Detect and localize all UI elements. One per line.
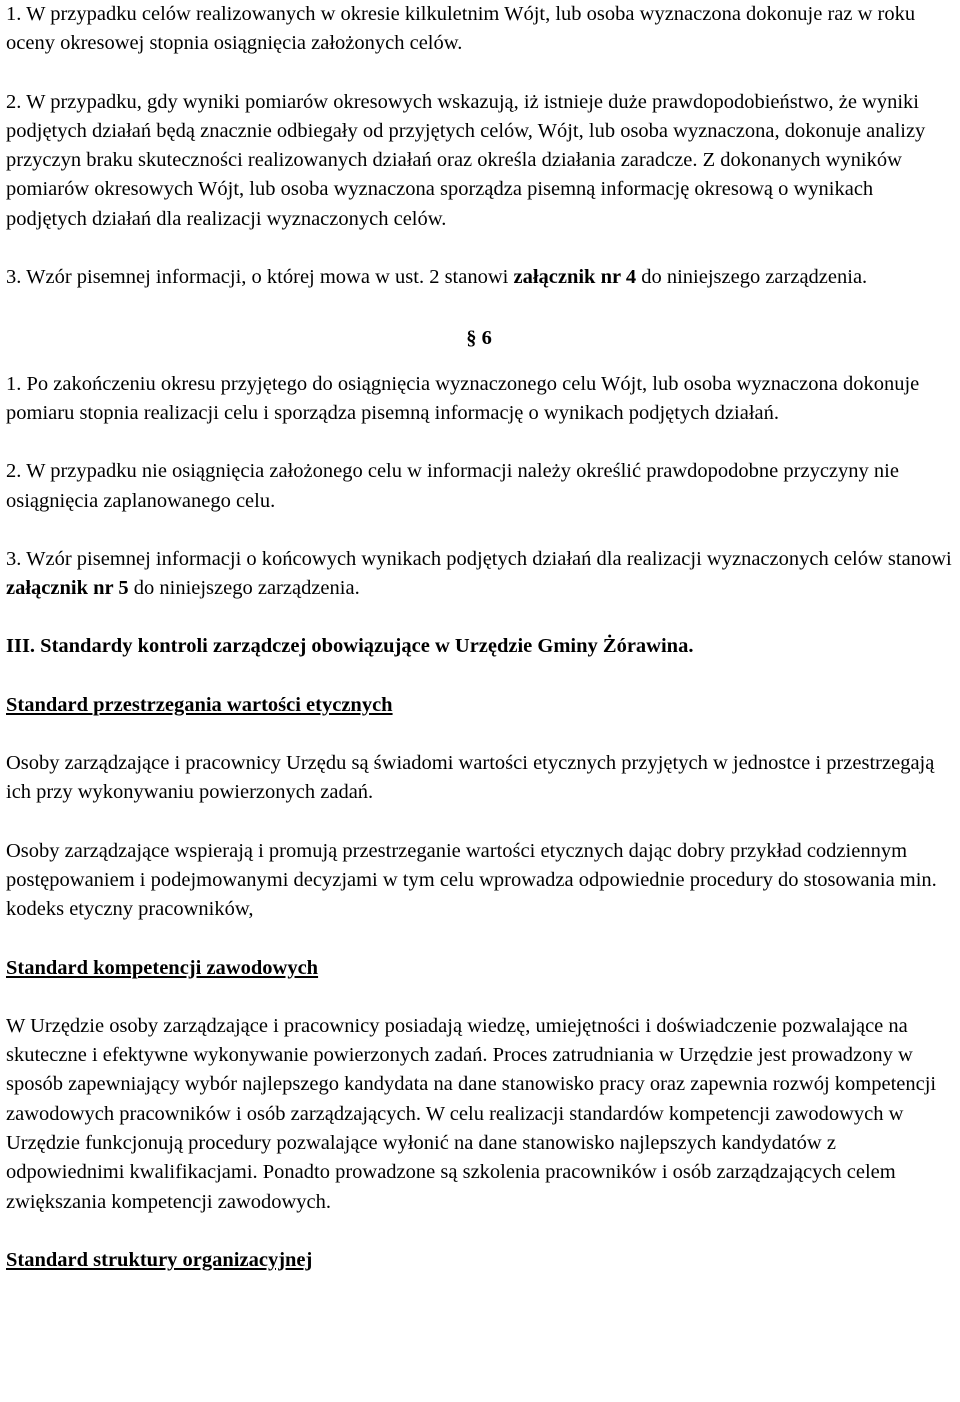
s5-paragraph-2: 2. W przypadku, gdy wyniki pomiarów okresowych wskazują, iż istnieje duże prawdopodobieństwo, że wyniki podjętych działań będą znacznie odbiegały od przyjętych celów, Wójt, lub osoba wyznaczona, dokonuje analizy przyczyn braku skuteczności realizowanych działań oraz określa działania zaradcze. Z dokonanych wyników pomiarów okresowych Wójt, lub osoba wyznaczona sporządza pisemną informację okresową o wynikach podjętych działań dla realizacji wyznaczonych celów. [6, 90, 926, 230]
competence-paragraph-1: W Urzędzie osoby zarządzające i pracownicy posiadają wiedzę, umiejętności i doświadczenie pozwalające na skuteczne i efektywne wykonywanie powierzonych zadań. Proces zatrudniania w Urzędzie jest prowadzony w sposób zapewniający wybór najlepszego kandydata na dane stanowisko pracy oraz zapewnia rozwój kompetencji zawodowych pracowników i osób zarządzających. W celu realizacji standardów kompetencji zawodowych w Urzędzie funkcjonują procedury pozwalające wyłonić na dane stanowisko najlepszych kandydatów z odpowiednimi kwalifikacjami. Ponadto prowadzone są szkolenia pracowników i osób zarządzających celem zwiększania kompetencji zawodowych. [6, 1014, 937, 1213]
s6-paragraph-3-end: do niniejszego zarządzenia. [128, 577, 360, 600]
ethics-paragraph-2: Osoby zarządzające wspierają i promują przestrzeganie wartości etycznych dając dobry przykład codziennym postępowaniem i podejmowanymi decyzjami w tym celu wprowadza odpowiednie procedury do stosowania min. kodeks etyczny pracowników, [6, 839, 937, 921]
s5-paragraph-1: 1. W przypadku celów realizowanych w okresie kilkuletnim Wójt, lub osoba wyznaczona dokonuje raz w roku oceny okresowej stopnia osiągnięcia założonych celów. [6, 3, 916, 55]
s5-paragraph-3-text: 3. Wzór pisemnej informacji, o której mowa w ust. 2 stanowi [6, 266, 514, 289]
ethics-standard-heading: Standard przestrzegania wartości etycznych [6, 693, 393, 716]
s5-paragraph-3-end: do niniejszego zarządzenia. [636, 266, 868, 289]
competence-standard-heading: Standard kompetencji zawodowych [6, 956, 319, 979]
part-3-title: III. Standardy kontroli zarządczej obowiązujące w Urzędzie Gminy Żórawina. [6, 635, 694, 658]
s6-paragraph-3 [6, 545, 952, 604]
ethics-paragraph-1: Osoby zarządzające i pracownicy Urzędu są świadomi wartości etycznych przyjętych w jednostce i przestrzegają ich przy wykonywaniu powierzonych zadań. [6, 752, 935, 804]
s6-attachment-ref: załącznik nr 5 [6, 577, 129, 600]
s6-paragraph-3-text: 3. Wzór pisemnej informacji o końcowych wynikach podjętych działań dla realizacji wyznaczonych celów stanowi [6, 547, 952, 570]
s6-paragraph-1: 1. Po zakończeniu okresu przyjętego do osiągnięcia wyznaczonego celu Wójt, lub osoba wyznaczona dokonuje pomiaru stopnia realizacji celu i sporządza pisemną informację o wynikach podjętych działań. [6, 372, 920, 424]
s5-paragraph-3 [6, 263, 952, 292]
section-heading-6: § 6 [466, 327, 492, 350]
structure-standard-heading: Standard struktury organizacyjnej [6, 1248, 313, 1271]
s5-attachment-ref: załącznik nr 4 [513, 266, 637, 289]
s6-paragraph-2: 2. W przypadku nie osiągnięcia założonego celu w informacji należy określić prawdopodobne przyczyny nie osiągnięcia zaplanowanego celu. [6, 460, 899, 512]
